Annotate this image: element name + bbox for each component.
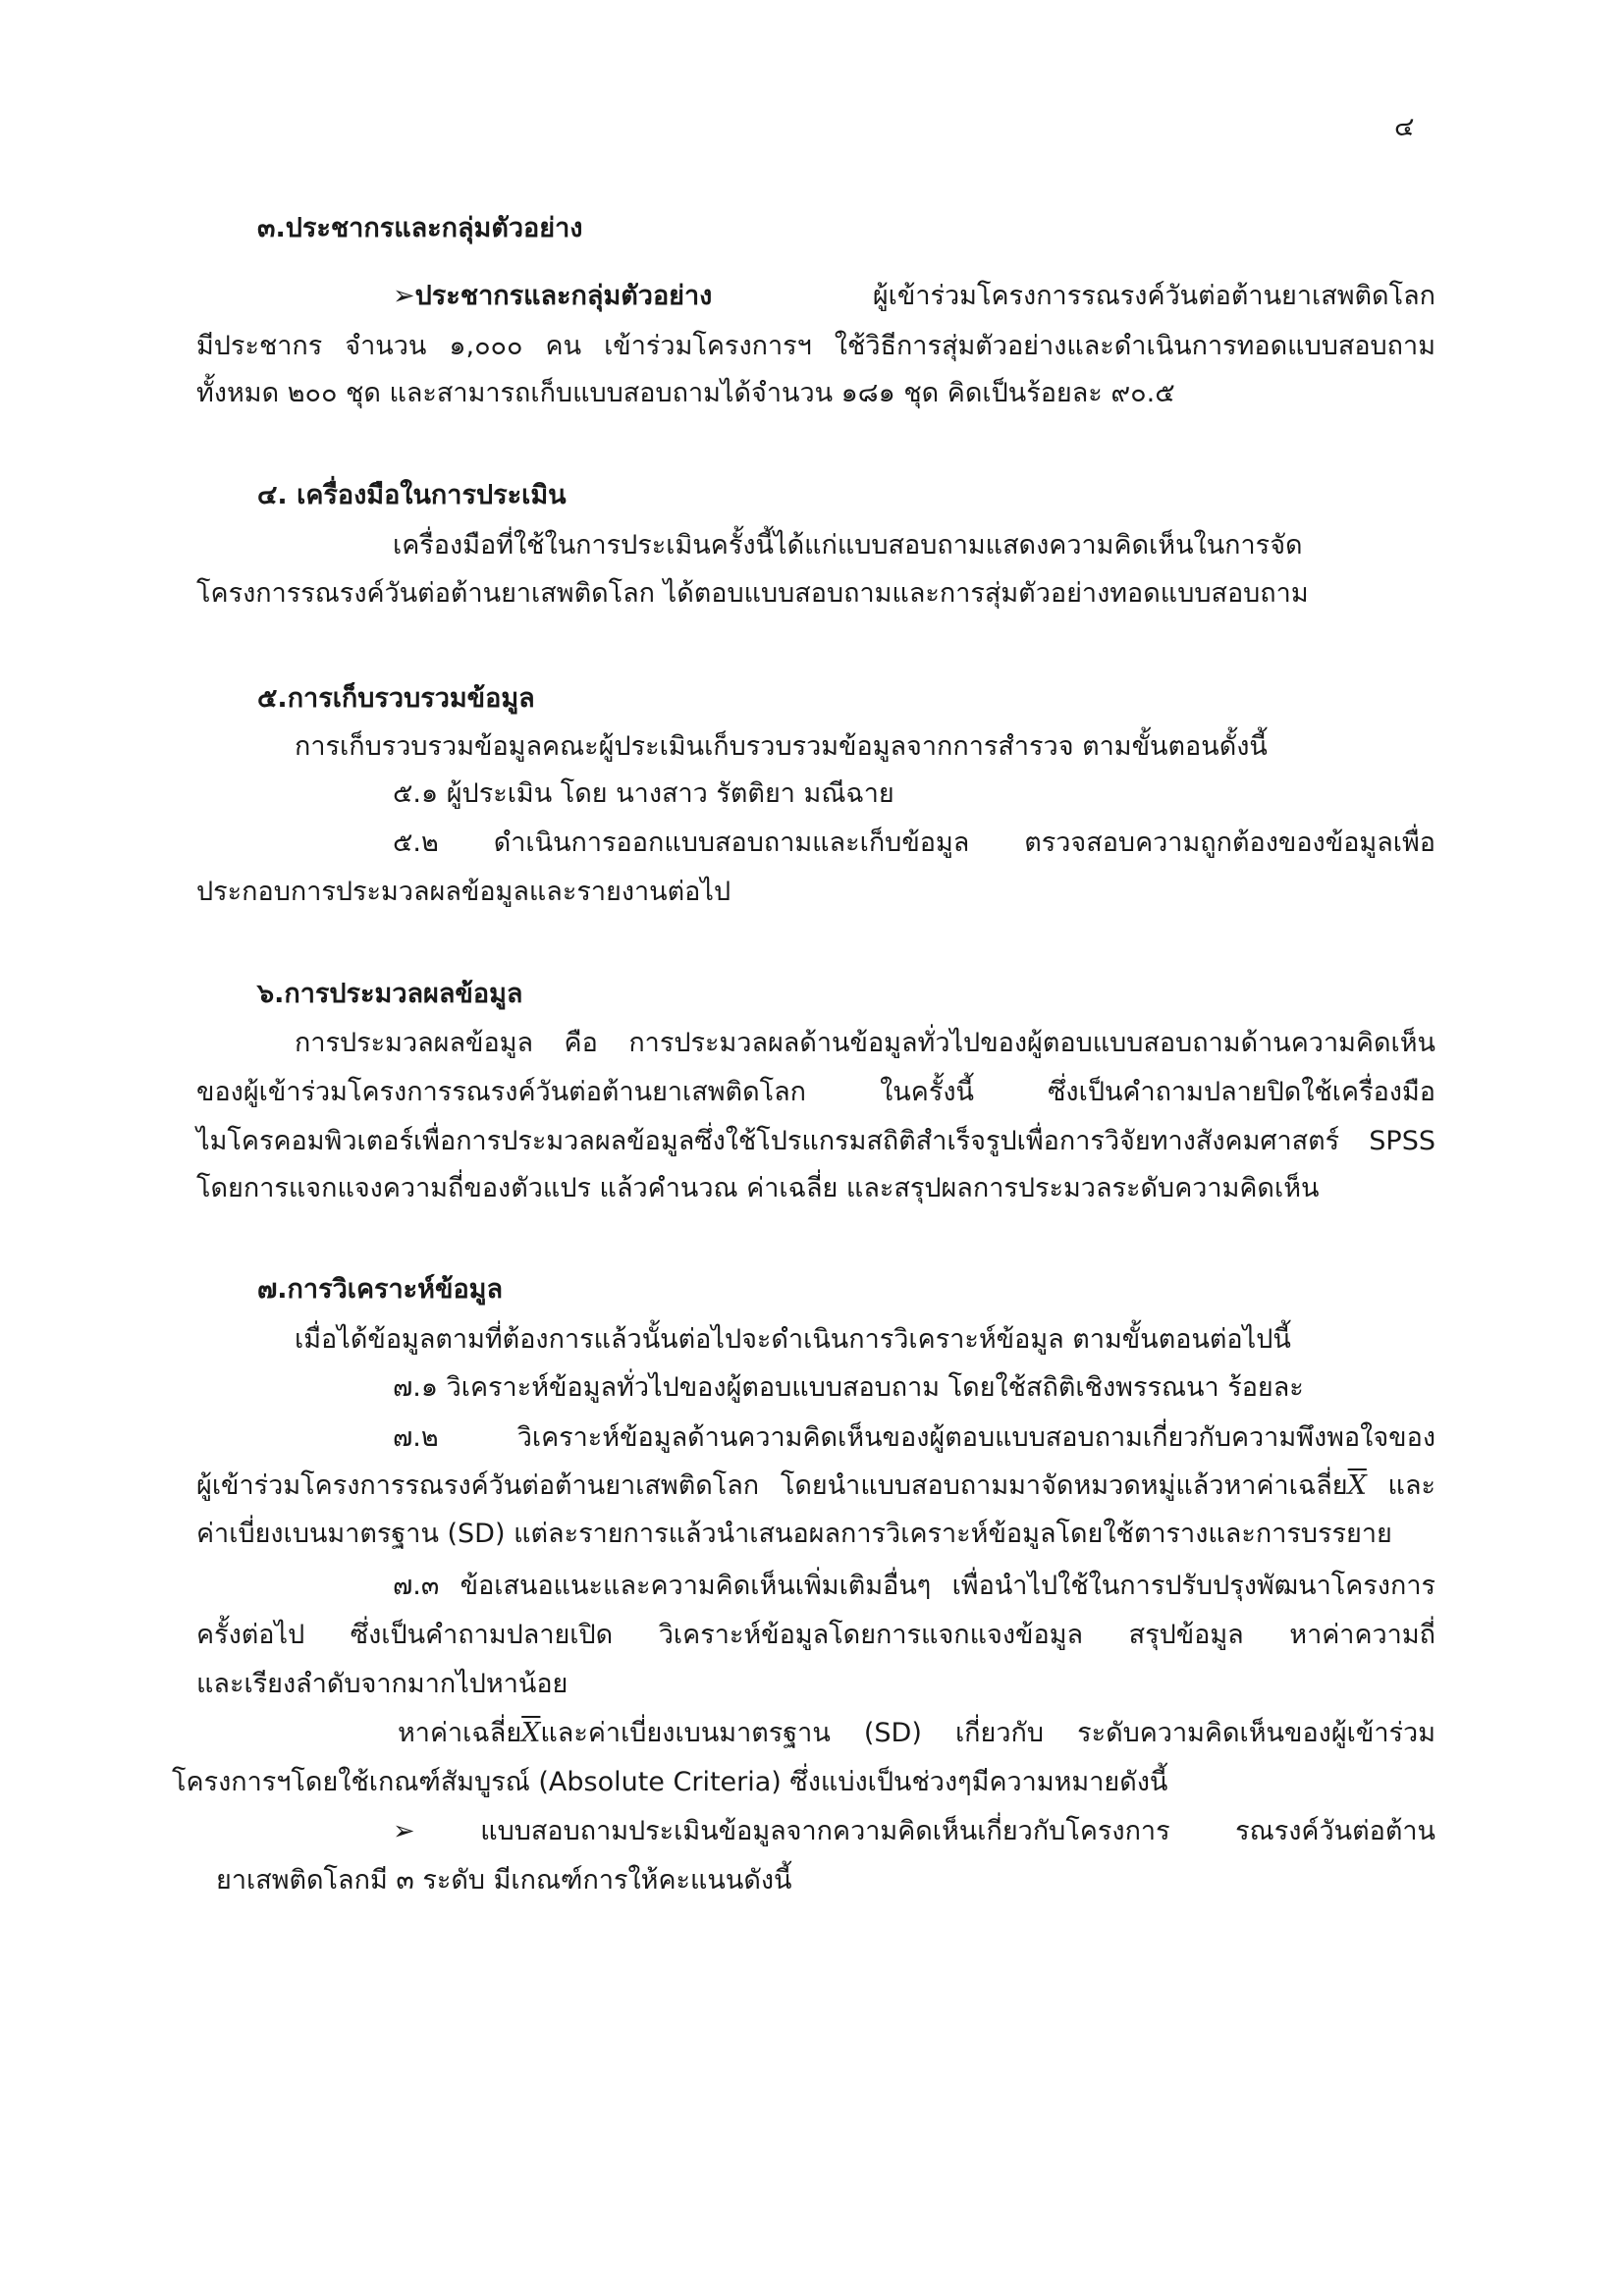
- section-7-line-8: และเรียงลำดับจากมากไปหาน้อย: [196, 1669, 568, 1699]
- arrow-bullet-icon: ➢: [393, 1816, 415, 1846]
- section-3-line-1-text: ผู้เข้าร่วมโครงการรณรงค์วันต่อต้านยาเสพติดโลก: [712, 281, 1435, 311]
- mean-symbol: $\overline{X}$: [521, 1718, 541, 1748]
- section-4-line-1: เครื่องมือที่ใช้ในการประเมินครั้งนี้ได้แก่แบบสอบถามแสดงความคิดเห็นในการจัด: [393, 530, 1303, 561]
- section-7-line-10: โครงการฯโดยใช้เกณฑ์สัมบูรณ์ (Absolute Criteria) ซึ่งแบ่งเป็นช่วงๆมีความหมายดังนี้: [172, 1767, 1168, 1797]
- section-7-line-4: [196, 1463, 1435, 1510]
- section-5-line-1: การเก็บรวบรวมข้อมูลคณะผู้ประเมินเก็บรวบรวมข้อมูลจากการสำรวจ ตามขั้นตอนดั้งนี้: [295, 731, 1268, 762]
- section-3-line-1: [393, 273, 1435, 320]
- section-3-line-2: มีประชากร จำนวน ๑,๐๐๐ คน เข้าร่วมโครงการฯ ใช้วิธีการสุ่มตัวอย่างและดำเนินการทอดแบบสอบถาม: [196, 331, 1435, 361]
- section-7-line-9: [398, 1710, 1435, 1757]
- section-7-line-1: เมื่อได้ข้อมูลตามที่ต้องการแล้วนั้นต่อไปจะดำเนินการวิเคราะห์ข้อมูล ตามขั้นตอนต่อไปนี้: [295, 1324, 1291, 1355]
- section-3-lead: ประชากรและกลุ่มตัวอย่าง: [414, 281, 713, 311]
- page-number: ๔: [1394, 112, 1415, 142]
- arrow-bullet-icon: ➢: [393, 281, 415, 311]
- section-7-line-9-text: หาค่าเฉลี่ย: [398, 1718, 522, 1748]
- mean-symbol: $\overline{X}$: [1347, 1470, 1367, 1501]
- section-7-line-4-text: ผู้เข้าร่วมโครงการรณรงค์วันต่อต้านยาเสพติดโลก โดยนำแบบสอบถามมาจัดหมวดหมู่แล้วหาค่าเฉลี่ย: [196, 1470, 1348, 1501]
- section-7-line-12: ยาเสพติดโลกมี ๓ ระดับ มีเกณฑ์การให้คะแนนดังนี้: [216, 1865, 792, 1896]
- section-7-line-11: [393, 1808, 1435, 1855]
- section-4-line-2: โครงการรณรงค์วันต่อต้านยาเสพติดโลก ได้ตอบแบบสอบถามและการสุ่มตัวอย่างทอดแบบสอบถาม: [196, 578, 1309, 609]
- section-6-heading: ๖.การประมวลผลข้อมูล: [257, 979, 523, 1009]
- section-7-line-7: ครั้งต่อไป ซึ่งเป็นคำถามปลายเปิด วิเคราะห์ข้อมูลโดยการแจกแจงข้อมูล สรุปข้อมูล หาค่าความถี่: [196, 1620, 1435, 1650]
- section-7-line-11-text: แบบสอบถามประเมินข้อมูลจากความคิดเห็นเกี่ยวกับโครงการ รณรงค์วันต่อต้าน: [414, 1816, 1435, 1846]
- section-5-line-3: ๕.๒ ดำเนินการออกแบบสอบถามและเก็บข้อมูล ตรวจสอบความถูกต้องของข้อมูลเพื่อ: [393, 828, 1435, 858]
- section-4-heading: ๔. เครื่องมือในการประเมิน: [257, 480, 567, 510]
- section-7-line-4-end: และ: [1366, 1470, 1435, 1501]
- section-7-line-2: ๗.๑ วิเคราะห์ข้อมูลทั่วไปของผู้ตอบแบบสอบถาม โดยใช้สถิติเชิงพรรณนา ร้อยละ: [393, 1372, 1304, 1403]
- section-7-line-6: ๗.๓ ข้อเสนอแนะและความคิดเห็นเพิ่มเติมอื่นๆ เพื่อนำไปใช้ในการปรับปรุงพัฒนาโครงการ: [393, 1571, 1435, 1601]
- section-5-line-4: ประกอบการประมวลผลข้อมูลและรายงานต่อไป: [196, 877, 731, 907]
- section-6-line-3: ไมโครคอมพิวเตอร์เพื่อการประมวลผลข้อมูลซึ่งใช้โปรแกรมสถิติสำเร็จรูปเพื่อการวิจัยทางสังคมศาสตร์ SPSS: [196, 1126, 1435, 1156]
- section-5-line-2: ๕.๑ ผู้ประเมิน โดย นางสาว รัตติยา มณีฉาย: [393, 778, 894, 809]
- section-6-line-2: ของผู้เข้าร่วมโครงการรณรงค์วันต่อต้านยาเสพติดโลก ในครั้งนี้ ซึ่งเป็นคำถามปลายปิดใช้เครื่องมือ: [196, 1077, 1435, 1107]
- section-6-line-1: การประมวลผลข้อมูล คือ การประมวลผลด้านข้อมูลทั่วไปของผู้ตอบแบบสอบถามด้านความคิดเห็น: [295, 1028, 1435, 1058]
- section-7-line-9-end: และค่าเบี่ยงเบนมาตรฐาน (SD) เกี่ยวกับ ระดับความคิดเห็นของผู้เข้าร่วม: [540, 1718, 1435, 1748]
- section-3-heading: ๓.ประชากรและกลุ่มตัวอย่าง: [257, 213, 583, 243]
- section-7-line-3: ๗.๒ วิเคราะห์ข้อมูลด้านความคิดเห็นของผู้ตอบแบบสอบถามเกี่ยวกับความพึงพอใจของ: [393, 1422, 1435, 1453]
- section-6-line-4: โดยการแจกแจงความถี่ของตัวแปร แล้วคำนวณ ค่าเฉลี่ย และสรุปผลการประมวลระดับความคิดเห็น: [196, 1173, 1320, 1203]
- section-7-heading: ๗.การวิเคราะห์ข้อมูล: [257, 1274, 504, 1305]
- section-3-line-3: ทั้งหมด ๒๐๐ ชุด และสามารถเก็บแบบสอบถามได้จำนวน ๑๘๑ ชุด คิดเป็นร้อยละ ๙๐.๕: [196, 378, 1175, 408]
- section-5-heading: ๕.การเก็บรวบรวมข้อมูล: [257, 683, 535, 714]
- section-7-line-5: ค่าเบี่ยงเบนมาตรฐาน (SD) แต่ละรายการแล้วนำเสนอผลการวิเคราะห์ข้อมูลโดยใช้ตารางและการบรรยาย: [196, 1519, 1392, 1549]
